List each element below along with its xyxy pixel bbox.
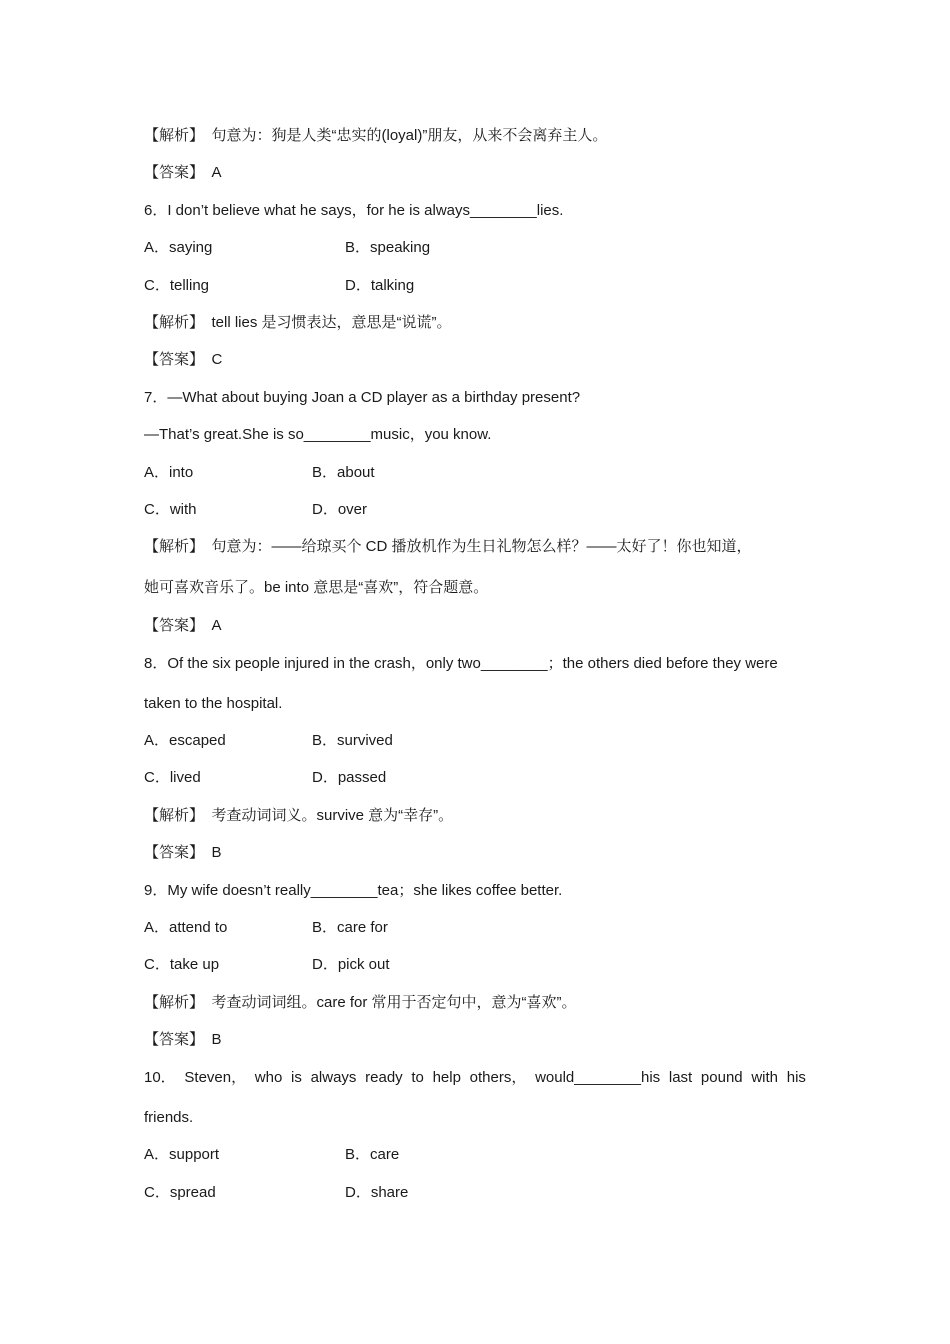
question-6: 6．I don’t believe what he says，for he is always________lies. [144,202,564,219]
question-8-line2: taken to the hospital. [144,695,283,712]
question-7-reply: —That’s great.She is so________music，you know. [144,426,492,443]
option-c: C．lived [144,769,201,786]
option-a: A．attend to [144,919,228,936]
q10-word: always [310,1069,357,1086]
option-a: A．support [144,1146,220,1163]
q10-word: would________his [535,1069,661,1086]
answer-q7: 【答案】 A [144,617,222,634]
analysis-q5: 【解析】 句意为：狗是人类“忠实的(loyal)”朋友，从来不会离弃主人。 [144,127,608,144]
option-d: D．pick out [312,956,390,973]
option-b: B．speaking [345,239,431,256]
q10-word: 10． [144,1069,176,1086]
option-d: D．share [345,1184,409,1201]
question-10-line2: friends. [144,1109,194,1126]
q10-word: help [432,1069,461,1086]
q10-word: Steven， [184,1069,247,1086]
question-10-line1 [144,1068,806,1088]
q10-word: last [668,1069,693,1086]
analysis-q7-line1: 【解析】 句意为：——给琼买个 CD 播放机作为生日礼物怎么样？——太好了！你也知道， [144,538,752,555]
option-c: C．spread [144,1184,216,1201]
option-d: D．passed [312,769,387,786]
option-d: D．talking [345,277,415,294]
option-c: C．telling [144,277,210,294]
answer-q9: 【答案】 B [144,1031,222,1048]
option-b: B．survived [312,732,393,749]
option-a: A．into [144,464,194,481]
q10-word: with [751,1069,779,1086]
q10-word: others， [469,1069,527,1086]
analysis-q7-line2: 她可喜欢音乐了。be into 意思是“喜欢”，符合题意。 [144,579,489,596]
option-c: C．with [144,501,197,518]
option-a: A．escaped [144,732,226,749]
question-8-line1: 8．Of the six people injured in the crash，only two________；the others died before they were [144,655,778,672]
option-b: B．care [345,1146,400,1163]
q10-word: ready [365,1069,403,1086]
q10-word: who [254,1069,283,1086]
option-b: B．about [312,464,375,481]
answer-q8: 【答案】 B [144,844,222,861]
q10-word: is [291,1069,302,1086]
q10-word: pound [700,1069,743,1086]
q10-word: his [786,1069,806,1086]
option-b: B．care for [312,919,388,936]
option-c: C．take up [144,956,220,973]
answer-q6: 【答案】 C [144,351,223,368]
analysis-q9: 【解析】 考查动词词组。care for 常用于否定句中，意为“喜欢”。 [144,994,577,1011]
analysis-q6: 【解析】 tell lies 是习惯表达，意思是“说谎”。 [144,314,452,331]
analysis-q8: 【解析】 考查动词词义。survive 意为“幸存”。 [144,807,454,824]
option-d: D．over [312,501,368,518]
answer-q5: 【答案】 A [144,164,222,181]
question-9: 9．My wife doesn’t really________tea；she likes coffee better. [144,882,563,899]
q10-word: to [411,1069,424,1086]
question-7: 7．—What about buying Joan a CD player as a birthday present? [144,389,581,406]
option-a: A．saying [144,239,213,256]
